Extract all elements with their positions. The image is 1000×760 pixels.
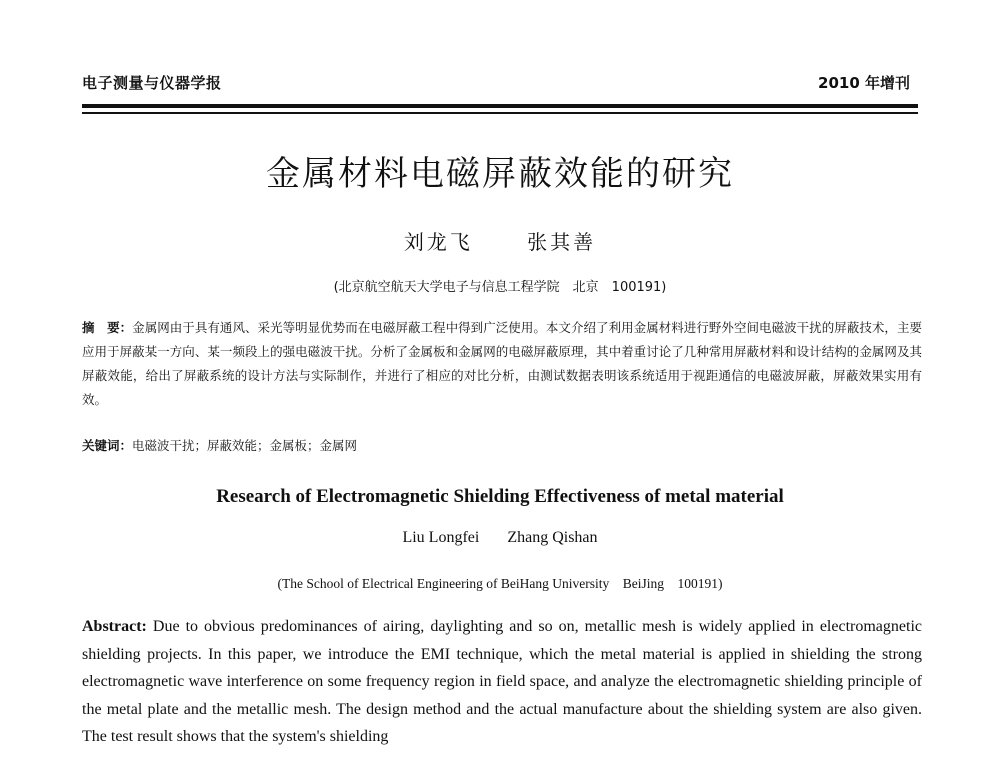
author-en-1: Liu Longfei <box>402 529 480 546</box>
authors-cn <box>0 226 1000 255</box>
affiliation-en: (The School of Electrical Engineering of BeiHang University BeiJing 100191) <box>277 576 723 591</box>
abstract-en-label: Abstract: <box>82 618 147 635</box>
abstract-en <box>82 613 922 751</box>
abstract-cn-text: 金属网由于具有通风、采光等明显优势而在电磁屏蔽工程中得到广泛使用。本文介绍了利用金属材料进行野外空间电磁波干扰的屏蔽技术，主要应用于屏蔽某一方向、某一频段上的强电磁波干扰。分析了金属板和金属网的电磁屏蔽原理，其中着重讨论了几种常用屏蔽材料和设计结构的金属网及其屏蔽效能，给出了屏蔽系统的设计方法与实际制作，并进行了相应的对比分析，由测试数据表明该系统适用于视距通信的电磁波屏蔽，屏蔽效果实用有效。 <box>82 320 922 407</box>
header-rule-thick <box>82 104 918 108</box>
affiliation-cn: (北京航空航天大学电子与信息工程学院 北京 100191) <box>333 280 667 295</box>
authors-en <box>0 529 1000 547</box>
abstract-cn-label: 摘 要： <box>82 320 133 335</box>
issue-label: 2010 年增刊 <box>818 74 910 92</box>
author-cn-2: 张其善 <box>527 230 597 254</box>
paper-title-cn: 金属材料电磁屏蔽效能的研究 <box>266 154 734 194</box>
journal-name: 电子测量与仪器学报 <box>82 74 222 92</box>
keywords-cn-label: 关键词： <box>82 438 133 453</box>
keywords-cn <box>82 436 922 454</box>
keywords-cn-text: 电磁波干扰；屏蔽效能；金属板；金属网 <box>132 438 358 453</box>
paper-title-en: Research of Electromagnetic Shielding Effectiveness of metal material <box>216 486 784 507</box>
abstract-en-text: Due to obvious predominances of airing, daylighting and so on, metallic mesh is widely applied in electromagnetic shielding projects. In this paper, we introduce the EMI technique, which the metal material is applied in shielding the strong electromagnetic wave interference on some frequency region in field space, and analyze the electromagnetic shielding principle of the metal plate and the metallic mesh. The design method and the actual manufacture about the shielding system are also given. The test result shows that the system's shielding <box>82 618 922 745</box>
author-en-2: Zhang Qishan <box>507 529 598 546</box>
author-cn-1: 刘龙飞 <box>403 230 473 254</box>
abstract-cn <box>82 316 922 412</box>
header-rule-thin <box>82 112 918 114</box>
